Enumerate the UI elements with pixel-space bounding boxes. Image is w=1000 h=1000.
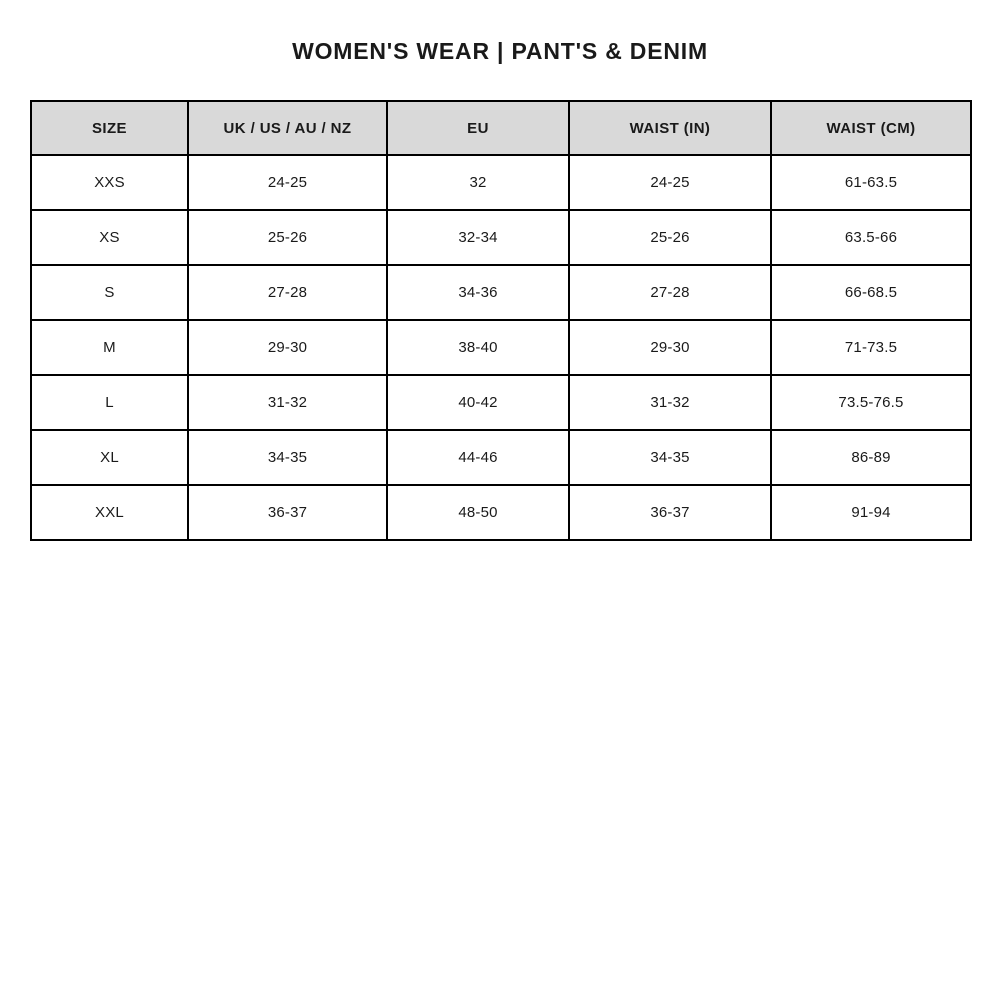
cell-eu: 48-50 (387, 485, 569, 540)
cell-uk-us-au-nz: 36-37 (188, 485, 387, 540)
table-row (31, 320, 971, 375)
cell-waist-cm: 86-89 (771, 430, 971, 485)
size-table (30, 100, 972, 541)
cell-uk-us-au-nz: 29-30 (188, 320, 387, 375)
cell-uk-us-au-nz: 31-32 (188, 375, 387, 430)
column-header-eu: EU (387, 101, 569, 155)
cell-waist-cm: 91-94 (771, 485, 971, 540)
cell-waist-in: 24-25 (569, 155, 771, 210)
cell-eu: 32 (387, 155, 569, 210)
cell-size: L (31, 375, 188, 430)
cell-size: S (31, 265, 188, 320)
table-row (31, 485, 971, 540)
cell-waist-cm: 63.5-66 (771, 210, 971, 265)
cell-size: XL (31, 430, 188, 485)
table-row (31, 375, 971, 430)
table-header-row (31, 101, 971, 155)
cell-uk-us-au-nz: 24-25 (188, 155, 387, 210)
cell-eu: 40-42 (387, 375, 569, 430)
cell-waist-cm: 73.5-76.5 (771, 375, 971, 430)
cell-waist-in: 29-30 (569, 320, 771, 375)
cell-eu: 44-46 (387, 430, 569, 485)
cell-uk-us-au-nz: 34-35 (188, 430, 387, 485)
table-row (31, 210, 971, 265)
cell-uk-us-au-nz: 25-26 (188, 210, 387, 265)
size-table-container (30, 100, 970, 541)
cell-size: XXL (31, 485, 188, 540)
cell-waist-in: 34-35 (569, 430, 771, 485)
cell-waist-cm: 66-68.5 (771, 265, 971, 320)
column-header-waist-in: WAIST (IN) (569, 101, 771, 155)
page-title: WOMEN'S WEAR | PANT'S & DENIM (292, 38, 708, 64)
cell-waist-in: 36-37 (569, 485, 771, 540)
table-row (31, 430, 971, 485)
cell-eu: 34-36 (387, 265, 569, 320)
table-row (31, 155, 971, 210)
column-header-uk-us-au-nz: UK / US / AU / NZ (188, 101, 387, 155)
cell-eu: 38-40 (387, 320, 569, 375)
cell-waist-cm: 71-73.5 (771, 320, 971, 375)
cell-size: XS (31, 210, 188, 265)
cell-uk-us-au-nz: 27-28 (188, 265, 387, 320)
cell-size: XXS (31, 155, 188, 210)
column-header-waist-cm: WAIST (CM) (771, 101, 971, 155)
cell-waist-in: 27-28 (569, 265, 771, 320)
cell-size: M (31, 320, 188, 375)
column-header-size: SIZE (31, 101, 188, 155)
cell-eu: 32-34 (387, 210, 569, 265)
cell-waist-cm: 61-63.5 (771, 155, 971, 210)
table-row (31, 265, 971, 320)
cell-waist-in: 31-32 (569, 375, 771, 430)
cell-waist-in: 25-26 (569, 210, 771, 265)
